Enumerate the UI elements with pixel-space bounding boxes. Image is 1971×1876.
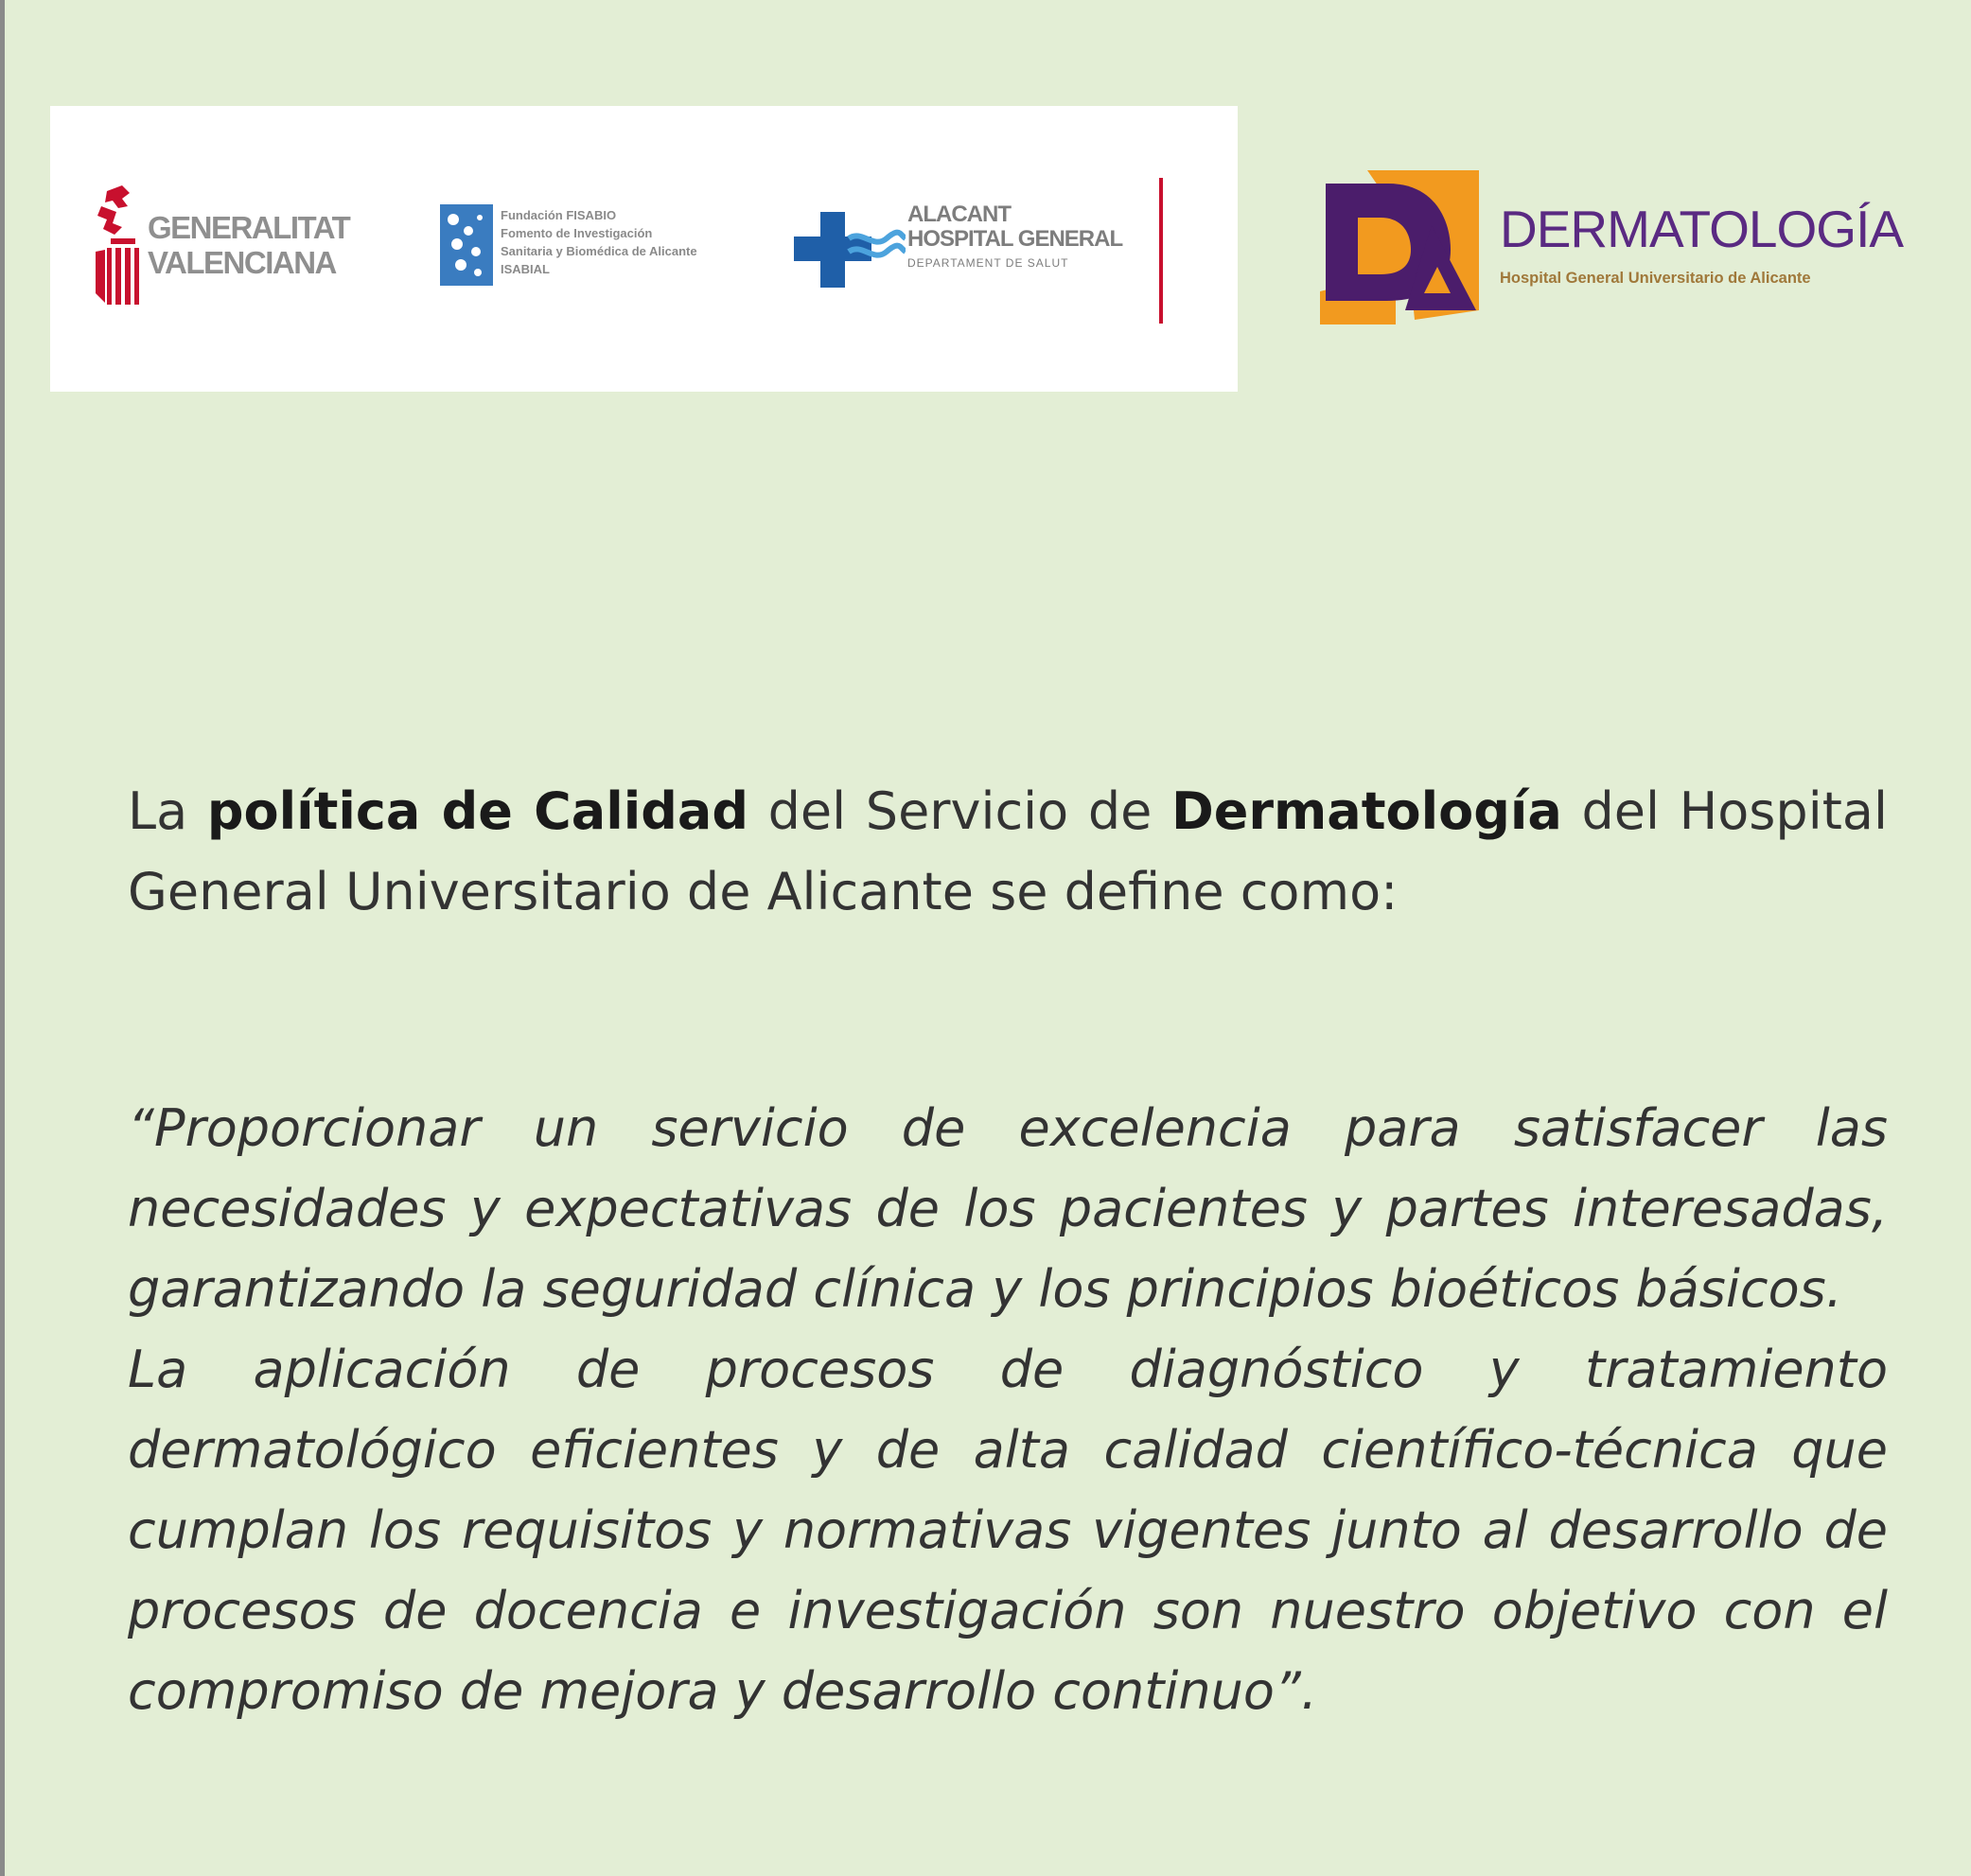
dermatologia-subtitle: Hospital General Universitario de Alicante	[1500, 270, 1811, 287]
dermatologia-emblem-icon	[1320, 168, 1481, 324]
fisabio-line-2: Fomento de Investigación	[501, 226, 653, 240]
intro-text-3: del Hospital General Universitario de Alicante se define como:	[128, 781, 1888, 921]
intro-paragraph	[128, 771, 1888, 932]
intro-text-1: La	[128, 781, 207, 841]
hgua-line-2: HOSPITAL GENERAL	[907, 226, 1123, 252]
quality-policy-quote	[128, 1088, 1888, 1731]
hospital-general-alacant-logo	[794, 201, 1123, 305]
gva-line-2: VALENCIANA	[148, 245, 336, 280]
fisabio-line-4: ISABIAL	[501, 262, 550, 276]
logo-panel	[50, 106, 1238, 392]
page-left-border	[0, 0, 5, 1876]
intro-bold-calidad: política de Calidad	[206, 781, 749, 841]
quote-paragraph-1: “Proporcionar un servicio de excelencia para satisfacer las necesidades y expectativas de los pacientes y partes interesadas, garantizando la seguridad clínica y los principios bioéticos básicos.	[128, 1098, 1888, 1319]
quote-paragraph-2: La aplicación de procesos de diagnóstico y tratamiento dermatológico eficientes y de alta calidad científico-técnica que cumplan los requisitos y normativas vigentes junto al desarrollo de procesos de docencia e investigación son nuestro objetivo con el compromiso de mejora y desarrollo continuo”.	[128, 1340, 1888, 1721]
fisabio-logo	[440, 202, 724, 293]
fisabio-emblem-icon	[440, 202, 493, 288]
dermatologia-title: DERMATOLOGÍA	[1500, 200, 1904, 258]
hospital-cross-icon	[794, 201, 906, 295]
generalitat-valenciana-logo	[94, 185, 382, 327]
fisabio-line-3: Sanitaria y Biomédica de Alicante	[501, 244, 697, 258]
intro-bold-dermatologia: Dermatología	[1170, 781, 1562, 841]
hgua-line-1: ALACANT	[907, 202, 1011, 227]
gva-line-1: GENERALITAT	[148, 210, 350, 245]
hgua-line-3: DEPARTAMENT DE SALUT	[907, 256, 1069, 270]
intro-text-2: del Servicio de	[748, 781, 1171, 841]
logo-divider-line	[1159, 178, 1163, 324]
fisabio-line-1: Fundación FISABIO	[501, 208, 617, 222]
gva-emblem-icon	[94, 185, 143, 310]
dermatologia-logo	[1320, 168, 1968, 324]
